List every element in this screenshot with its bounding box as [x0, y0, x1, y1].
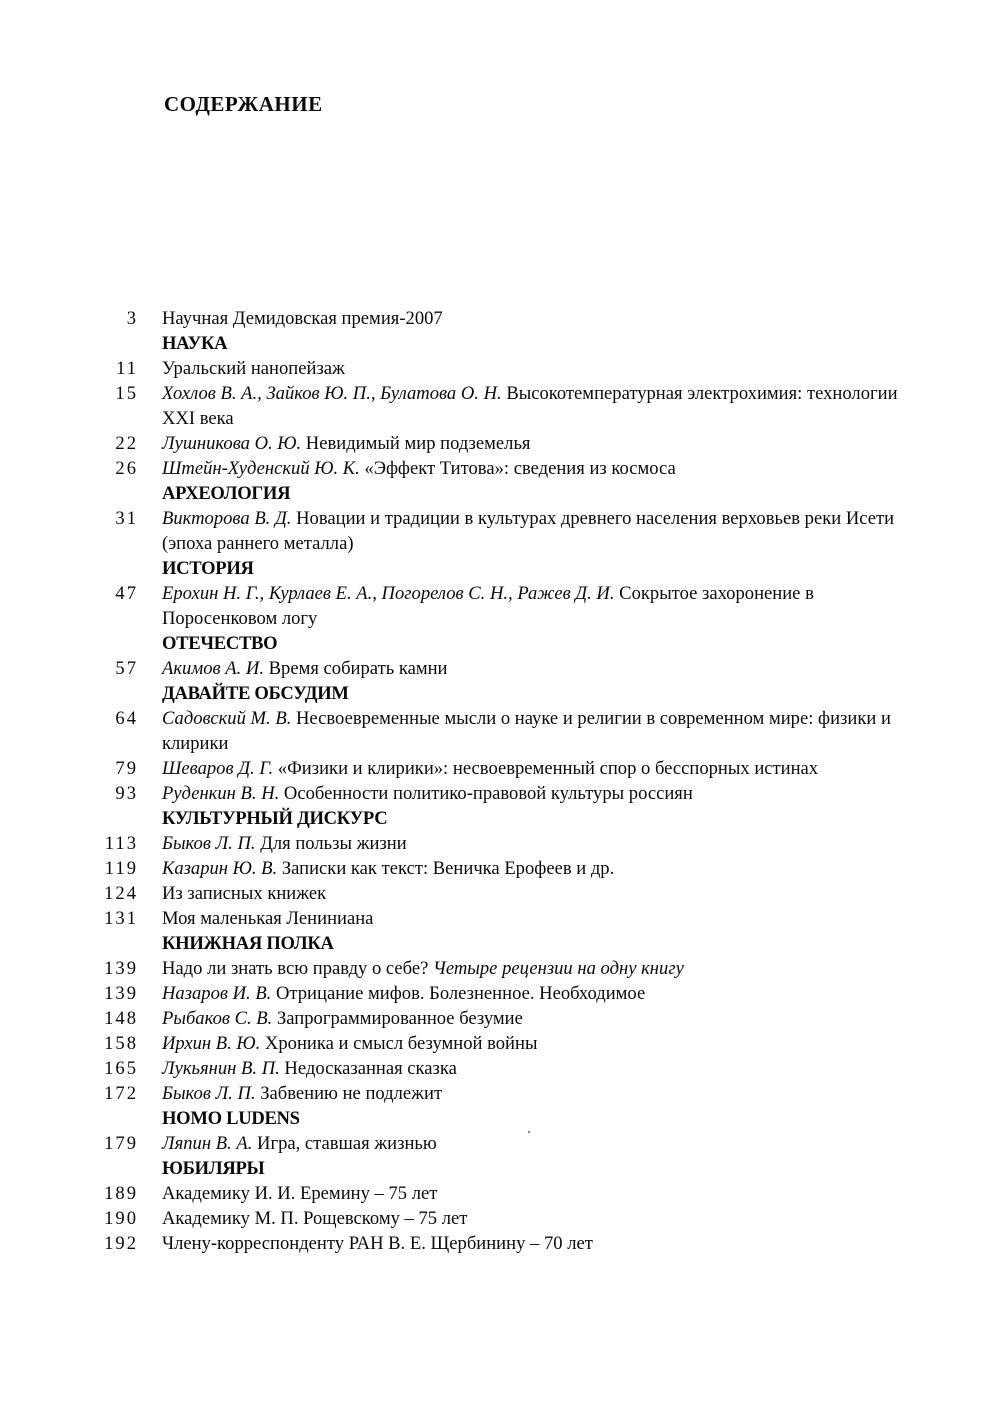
entry-text [162, 306, 902, 331]
page-number: 190 [104, 1208, 138, 1229]
page-number: 179 [104, 1133, 138, 1154]
page-title: СОДЕРЖАНИЕ [164, 92, 323, 116]
page-number: 165 [104, 1058, 138, 1079]
section-title: КНИЖНАЯ ПОЛКА [162, 933, 334, 954]
entry-author: Ирхин В. Ю. [162, 1033, 261, 1054]
entry-author: Шеваров Д. Г. [162, 758, 274, 779]
entry-title: Время собирать камни [263, 658, 448, 679]
entry-title: Моя маленькая Лениниана [162, 908, 374, 929]
page-number: 192 [104, 1233, 138, 1254]
entry-title: Надо ли знать всю правду о себе? [162, 958, 434, 979]
page-number: 158 [104, 1033, 138, 1054]
entry-author: Акимов А. И. [162, 658, 264, 679]
toc-entry [0, 856, 996, 881]
toc-entry [0, 1206, 996, 1231]
entry-author: Штейн-Худенский Ю. К. [162, 458, 360, 479]
entry-author: Казарин Ю. В. [162, 858, 278, 879]
entry-author: Рыбаков С. В. [162, 1008, 273, 1029]
entry-text [162, 706, 902, 756]
page-number: 3 [126, 308, 138, 329]
page-number: 189 [104, 1183, 138, 1204]
entry-author: Быков Л. П. [162, 1083, 256, 1104]
toc-section-heading [0, 631, 996, 656]
page-number: 64 [115, 708, 138, 729]
section-title: АРХЕОЛОГИЯ [162, 483, 291, 504]
entry-title: Особенности политико-правовой культуры россиян [279, 783, 693, 804]
entry-text [162, 431, 902, 456]
entry-title: «Физики и клирики»: несвоевременный спор о бесспорных истинах [273, 758, 819, 779]
entry-text [162, 456, 902, 481]
page-number: 57 [115, 658, 138, 679]
toc-entry [0, 781, 996, 806]
entry-author: Садовский М. В. [162, 708, 292, 729]
entry-author: Руденкин В. Н. [162, 783, 280, 804]
entry-title: Новации и традиции в культурах древнего населения верховьев реки Исети (эпоха раннего металла) [162, 508, 895, 554]
entry-text [162, 781, 902, 806]
entry-title: Недосказанная сказка [279, 1058, 457, 1079]
section-title: ИСТОРИЯ [162, 558, 254, 579]
toc-entry [0, 306, 996, 331]
entry-text [162, 1081, 902, 1106]
entry-text [162, 831, 902, 856]
entry-text [162, 981, 902, 1006]
page-number: 26 [115, 458, 138, 479]
entry-title: Сокрытое захоронение в Поросенковом логу [162, 583, 814, 629]
entry-title: Записки как текст: Веничка Ерофеев и др. [277, 858, 615, 879]
entry-title: Уральский нанопейзаж [162, 358, 345, 379]
entry-subtitle: Четыре рецензии на одну книгу [433, 958, 684, 979]
entry-text [162, 856, 902, 881]
entry-text [162, 756, 902, 781]
entry-text [162, 1056, 902, 1081]
toc-entry [0, 881, 996, 906]
entry-title: Члену-корреспонденту РАН В. Е. Щербинину – 70 лет [162, 1233, 593, 1254]
toc-entry [0, 1006, 996, 1031]
toc-section-heading [0, 681, 996, 706]
entry-title: Из записных книжек [162, 883, 327, 904]
entry-author: Викторова В. Д. [162, 508, 292, 529]
page-number: 172 [104, 1083, 138, 1104]
entry-title: Игра, ставшая жизнью [252, 1133, 437, 1154]
toc-entry [0, 1081, 996, 1106]
entry-title: Отрицание мифов. Болезненное. Необходимое [271, 983, 646, 1004]
entry-title: Высокотемпературная электрохимия: технологии XXI века [162, 383, 898, 429]
entry-text [162, 1131, 902, 1156]
entry-text [162, 1006, 902, 1031]
section-title: ОТЕЧЕСТВО [162, 633, 278, 654]
entry-title: Для пользы жизни [255, 833, 407, 854]
page-number: 47 [115, 583, 138, 604]
toc-entry [0, 756, 996, 781]
entry-title: «Эффект Титова»: сведения из космоса [359, 458, 676, 479]
toc-section-heading [0, 1106, 996, 1131]
entry-text [162, 656, 902, 681]
toc-section-heading [0, 1156, 996, 1181]
section-title: ДАВАЙТЕ ОБСУДИМ [162, 683, 349, 704]
entry-title: Академику И. И. Еремину – 75 лет [162, 1183, 438, 1204]
entry-text [162, 906, 902, 931]
scan-speck [528, 1131, 530, 1133]
entry-title: Запрограммированное безумие [272, 1008, 523, 1029]
entry-text [162, 1206, 902, 1231]
entry-text [162, 1181, 902, 1206]
page-number: 148 [104, 1008, 138, 1029]
entry-title: Невидимый мир подземелья [301, 433, 531, 454]
toc-section-heading [0, 806, 996, 831]
entry-author: Лушникова О. Ю. [162, 433, 302, 454]
section-title: ЮБИЛЯРЫ [162, 1158, 265, 1179]
page-number: 113 [104, 833, 138, 854]
toc-entry [0, 906, 996, 931]
toc-section-heading [0, 481, 996, 506]
page-number: 31 [115, 508, 138, 529]
page-number: 11 [116, 358, 138, 379]
section-title: КУЛЬТУРНЫЙ ДИСКУРС [162, 808, 388, 829]
entry-author: Ляпин В. А. [162, 1133, 253, 1154]
entry-text [162, 1231, 902, 1256]
toc-section-heading [0, 931, 996, 956]
toc-entry [0, 831, 996, 856]
toc-entry [0, 356, 996, 381]
entry-text [162, 956, 902, 981]
toc-entry [0, 1131, 996, 1156]
toc-entry [0, 506, 996, 556]
toc-entry [0, 956, 996, 981]
entry-title: Несвоевременные мысли о науке и религии в современном мире: физики и клирики [162, 708, 891, 754]
toc-entry [0, 1181, 996, 1206]
entry-title: Академику М. П. Рощевскому – 75 лет [162, 1208, 468, 1229]
entry-text [162, 356, 902, 381]
entry-text [162, 881, 902, 906]
toc-entry [0, 706, 996, 756]
entry-text [162, 381, 902, 431]
entry-author: Быков Л. П. [162, 833, 256, 854]
toc-entry [0, 581, 996, 631]
page-number: 93 [115, 783, 138, 804]
toc-entry [0, 656, 996, 681]
entry-title: Хроника и смысл безумной войны [260, 1033, 538, 1054]
page-number: 15 [115, 383, 138, 404]
entry-author: Ерохин Н. Г., Курлаев Е. А., Погорелов С. Н., Ражев Д. И. [162, 583, 615, 604]
page-number: 139 [104, 958, 138, 979]
section-title: НАУКА [162, 333, 228, 354]
toc-entry [0, 1031, 996, 1056]
page-number: 131 [104, 908, 138, 929]
toc-entry [0, 381, 996, 431]
entry-author: Назаров И. В. [162, 983, 272, 1004]
entry-author: Хохлов В. А., Зайков Ю. П., Булатова О. Н. [162, 383, 502, 404]
page-number: 119 [104, 858, 138, 879]
entry-text [162, 506, 902, 556]
toc-entry [0, 431, 996, 456]
toc-section-heading [0, 556, 996, 581]
toc-entry [0, 1056, 996, 1081]
toc-entry [0, 456, 996, 481]
page-number: 79 [115, 758, 138, 779]
page-number: 22 [115, 433, 138, 454]
table-of-contents [0, 306, 996, 1256]
entry-title: Забвению не подлежит [255, 1083, 443, 1104]
entry-text [162, 1031, 902, 1056]
section-title: HOMO LUDENS [162, 1108, 300, 1129]
page-number: 124 [104, 883, 138, 904]
entry-title: Научная Демидовская премия-2007 [162, 308, 443, 329]
toc-entry [0, 981, 996, 1006]
toc-entry [0, 1231, 996, 1256]
entry-author: Лукьянин В. П. [162, 1058, 280, 1079]
entry-text [162, 581, 902, 631]
page-number: 139 [104, 983, 138, 1004]
toc-section-heading [0, 331, 996, 356]
